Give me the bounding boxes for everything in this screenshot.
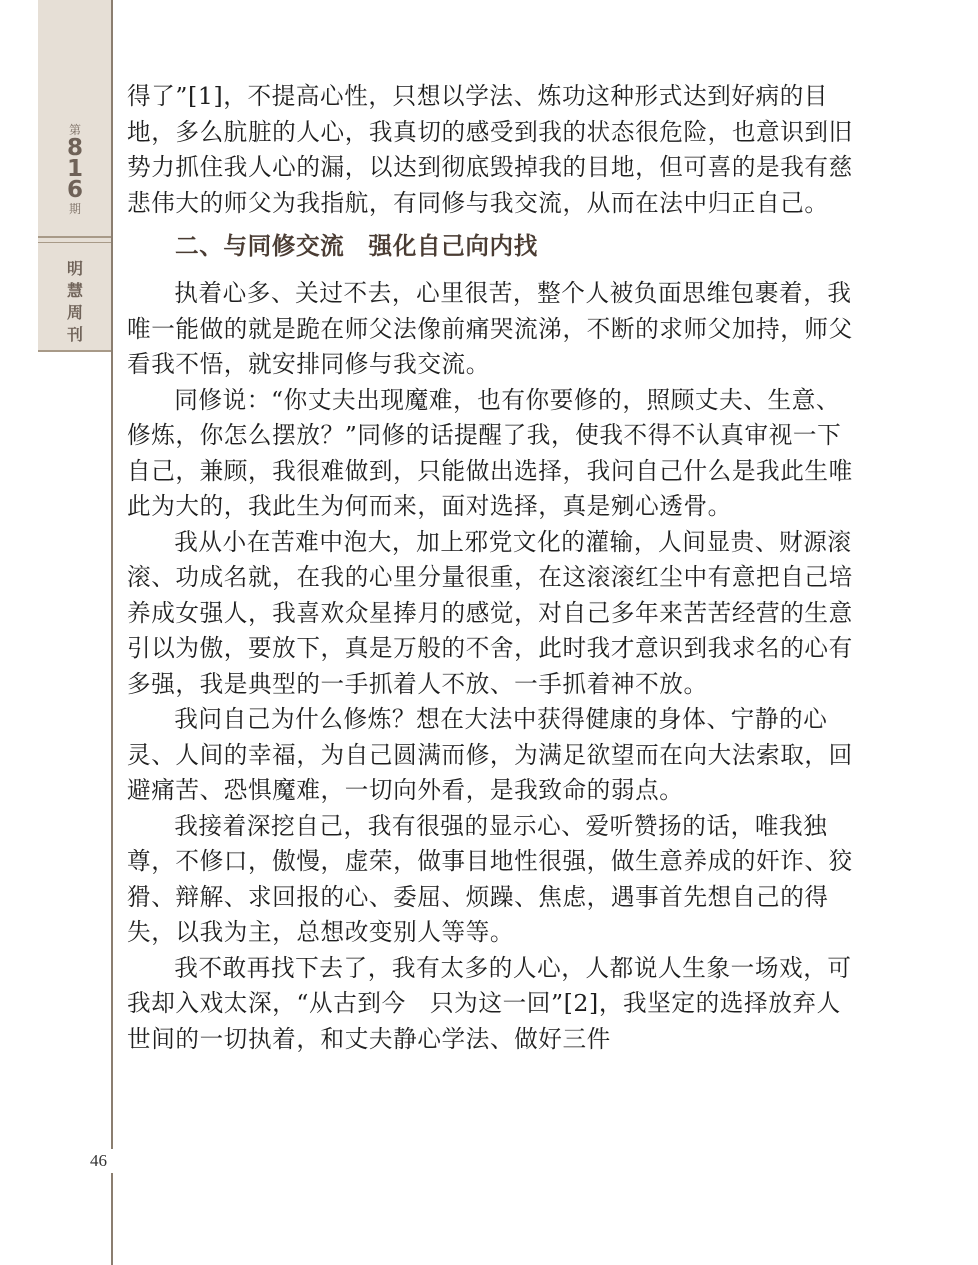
issue-suffix: 期 <box>68 202 81 216</box>
publication-char: 明 <box>66 259 83 278</box>
issue-label <box>38 122 112 217</box>
divider <box>38 236 112 238</box>
divider <box>38 242 112 243</box>
issue-digit: 1 <box>66 156 83 182</box>
issue-digit: 8 <box>66 135 83 161</box>
publication-char: 周 <box>66 303 83 322</box>
paragraph: 我不敢再找下去了，我有太多的人心，人都说人生象一场戏，可我却入戏太深，“从古到今 只为这一回”[2]，我坚定的选择放弃人世间的一切执着，和丈夫静心学法、做好三件 <box>127 953 852 1053</box>
paragraph: 我问自己为什么修炼？想在大法中获得健康的身体、宁静的心灵、人间的幸福，为自己圆满而修，为满足欲望而在向大法索取，回避痛苦、恐惧魔难，一切向外看，是我致命的弱点。 <box>127 705 853 804</box>
issue-prefix: 第 <box>68 123 81 137</box>
paragraph: 得了”[1]，不提高心性，只想以学法、炼功这种形式达到好病的目地，多么肮脏的人心，我真切的感受到我的状态很危险，也意识到旧势力抓住我人心的漏，以达到彻底毁掉我的目地，但可喜的是我有慈悲伟大的师父为我指航，有同修与我交流，从而在法中归正自己。 <box>127 82 853 217</box>
paragraph: 我从小在苦难中泡大，加上邪党文化的灌输，人间显贵、财源滚滚、功成名就，在我的心里分量很重，在这滚滚红尘中有意把自己培养成女强人，我喜欢众星捧月的感觉，对自己多年来苦苦经营的生意引以为傲，要放下，真是万般的不舍，此时我才意识到我求名的心有多强，我是典型的一手抓着人不放、一手抓着神不放。 <box>127 527 853 698</box>
publication-char: 慧 <box>66 281 83 300</box>
paragraph: 我接着深挖自己，我有很强的显示心、爱听赞扬的话，唯我独尊，不修口，傲慢，虚荣，做事目地性很强，做生意养成的奸诈、狡猾、辩解、求回报的心、委屈、烦躁、焦虑，遇事首先想自己的得失，以我为主，总想改变别人等等。 <box>127 811 853 946</box>
margin-rule <box>111 0 113 1265</box>
publication-char: 刊 <box>66 325 83 344</box>
divider <box>38 350 112 352</box>
publication-name <box>38 258 112 346</box>
issue-digit: 6 <box>66 177 83 203</box>
section-heading: 二、与同修交流 强化自己向内找 <box>175 232 538 260</box>
page-number: 46 <box>90 1149 120 1173</box>
paragraph: 执着心多、关过不去，心里很苦，整个人被负面思维包裹着，我唯一能做的就是跪在师父法像前痛哭流涕，不断的求师父加持，师父看我不悟，就安排同修与我交流。 <box>127 279 853 378</box>
article-body <box>127 79 855 1057</box>
sidebar-tab <box>38 0 112 352</box>
paragraph: 同修说：“你丈夫出现魔难，也有你要修的，照顾丈夫、生意、修炼，你怎么摆放？”同修的话提醒了我，使我不得不认真审视一下自己，兼顾，我很难做到，只能做出选择，我问自己什么是我此生唯此为大的，我此生为何而来，面对选择，真是剜心透骨。 <box>127 385 853 520</box>
